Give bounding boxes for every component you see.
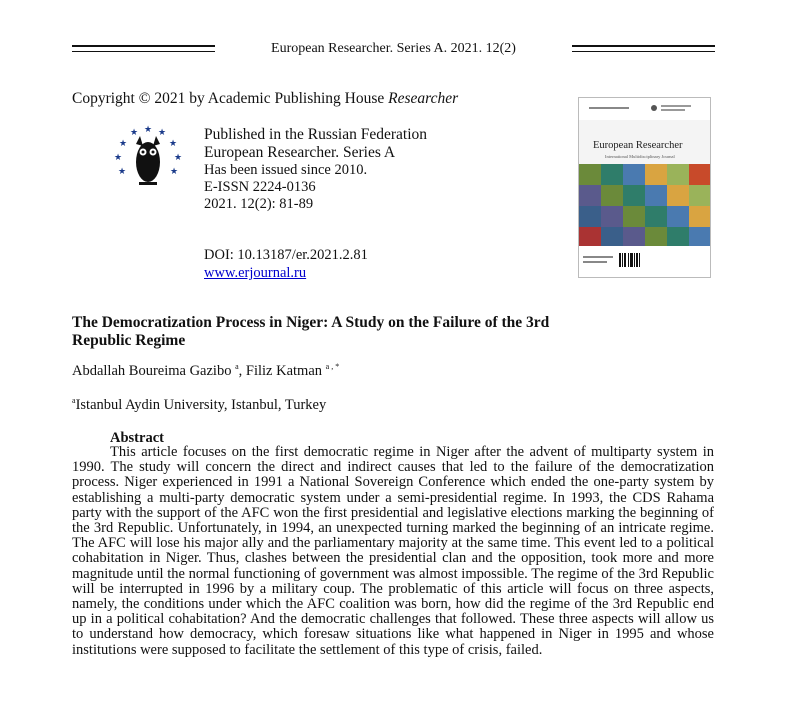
svg-text:★: ★ xyxy=(143,125,153,135)
journal-website-link[interactable]: www.erjournal.ru xyxy=(204,265,307,281)
issued-since: Has been issued since 2010. xyxy=(204,162,368,178)
affiliation-mark: a xyxy=(72,396,76,406)
cover-mosaic xyxy=(579,164,710,246)
svg-text:★: ★ xyxy=(117,167,127,177)
eissn: E-ISSN 2224-0136 xyxy=(204,179,316,195)
abstract-text: This article focuses on the first democratic regime in Niger after the advent of multiparty system in 1990. The study will concern the direct and indirect causes that led to the failure of the democratization process. Niger experienced in 1991 a National Sovereign Conference which ended the one-party system by establishing a multi-party democratic system under a semi-presidential regime. In 1993, the CDS Rahama party with the support of the AFC won the first presidential and legislative elections marking the beginning of the 3rd Republic. Unfortunately, in 1994, an unexpected turning marked the beginning of an intricate regime. The AFC will lose his major ally and the parliamentary majority at the same time. This event led to a political cohabitation in Niger. Thus, clashes between the presidential clan and the opposition, took more and more magnitude until the normal functioning of government was almost impossible. The regime of the 3rd Republic will be interrupted in 1996 by a military coup. The problematic of this article will focus on three aspects, namely, the conditions under which the AFC coalition was born, how did the regime of the 3rd Republic end up in a political cohabitation? And the democratic challenges that followed. These three aspects will allow us to understand how democracy, which foresaw situations like what happened in Niger in 1995 and whose institutions were supposed to facilitate the settlement of this type of crisis, failed. xyxy=(72,444,714,658)
author-separator: , xyxy=(238,363,246,379)
publication-info xyxy=(204,126,427,213)
svg-text:★: ★ xyxy=(168,139,178,149)
cover-mosaic-tile xyxy=(645,227,667,246)
author-2: Filiz Katman xyxy=(245,363,323,379)
affiliation-line xyxy=(72,397,326,414)
cover-mosaic-tile xyxy=(667,185,689,206)
svg-text:★: ★ xyxy=(129,128,139,138)
cover-mosaic-tile xyxy=(623,206,645,227)
cover-mosaic-tile xyxy=(601,185,623,206)
cover-mosaic-tile xyxy=(601,227,623,246)
cover-mosaic-tile xyxy=(623,185,645,206)
issue-info: 2021. 12(2): 81-89 xyxy=(204,196,314,212)
cover-mosaic-tile xyxy=(645,164,667,185)
cover-mosaic-tile xyxy=(689,185,710,206)
journal-name: European Researcher. Series A xyxy=(204,144,396,161)
cover-mosaic-tile xyxy=(667,164,689,185)
author-1: Abdallah Boureima Gazibo xyxy=(72,363,232,379)
cover-mosaic-tile xyxy=(579,164,601,185)
svg-text:★: ★ xyxy=(169,167,179,177)
cover-mosaic-tile xyxy=(645,206,667,227)
cover-mosaic-tile xyxy=(689,227,710,246)
affiliation: Istanbul Aydin University, Istanbul, Turkey xyxy=(75,397,327,413)
svg-text:★: ★ xyxy=(173,153,183,163)
cover-footer xyxy=(579,246,710,277)
authors-line xyxy=(72,363,339,380)
barcode-icon xyxy=(619,253,640,267)
cover-mosaic-tile xyxy=(645,185,667,206)
cover-subtitle: International Multidisciplinary Journal xyxy=(605,154,675,159)
cover-mosaic-tile xyxy=(579,206,601,227)
cover-header xyxy=(579,98,710,120)
doi-block xyxy=(204,246,368,282)
cover-mosaic-tile xyxy=(623,164,645,185)
cover-mosaic-tile xyxy=(579,227,601,246)
cover-mosaic-tile xyxy=(689,206,710,227)
running-head: European Researcher. Series A. 2021. 12(2) xyxy=(271,41,516,56)
author-1-affil-mark: a xyxy=(235,362,239,372)
cover-title: European Researcher xyxy=(593,140,683,151)
copyright-line xyxy=(72,90,458,108)
author-2-affil-mark: a , * xyxy=(325,362,340,372)
cover-mosaic-tile xyxy=(579,185,601,206)
cover-footer-marks xyxy=(579,246,710,277)
svg-text:★: ★ xyxy=(157,128,167,138)
journal-cover-image xyxy=(578,97,711,278)
publisher-name: Researcher xyxy=(388,90,459,107)
cover-mosaic-tile xyxy=(667,206,689,227)
doi: DOI: 10.13187/er.2021.2.81 xyxy=(204,247,368,263)
cover-mosaic-tile xyxy=(667,227,689,246)
cover-mosaic-tile xyxy=(689,164,710,185)
svg-text:★: ★ xyxy=(118,139,128,149)
cover-mosaic-tile xyxy=(601,206,623,227)
article-title: The Democratization Process in Niger: A Study on the Failure of the 3rd Republic Regime xyxy=(72,314,550,349)
cover-mosaic-tile xyxy=(601,164,623,185)
svg-text:★: ★ xyxy=(113,153,123,163)
copyright-text: Copyright © 2021 by Academic Publishing House xyxy=(72,90,389,107)
published-in: Published in the Russian Federation xyxy=(204,126,428,143)
abstract-heading: Abstract xyxy=(110,430,164,446)
cover-header-marks xyxy=(579,98,710,120)
cover-mosaic-tile xyxy=(623,227,645,246)
publisher-owl-logo xyxy=(112,124,184,196)
